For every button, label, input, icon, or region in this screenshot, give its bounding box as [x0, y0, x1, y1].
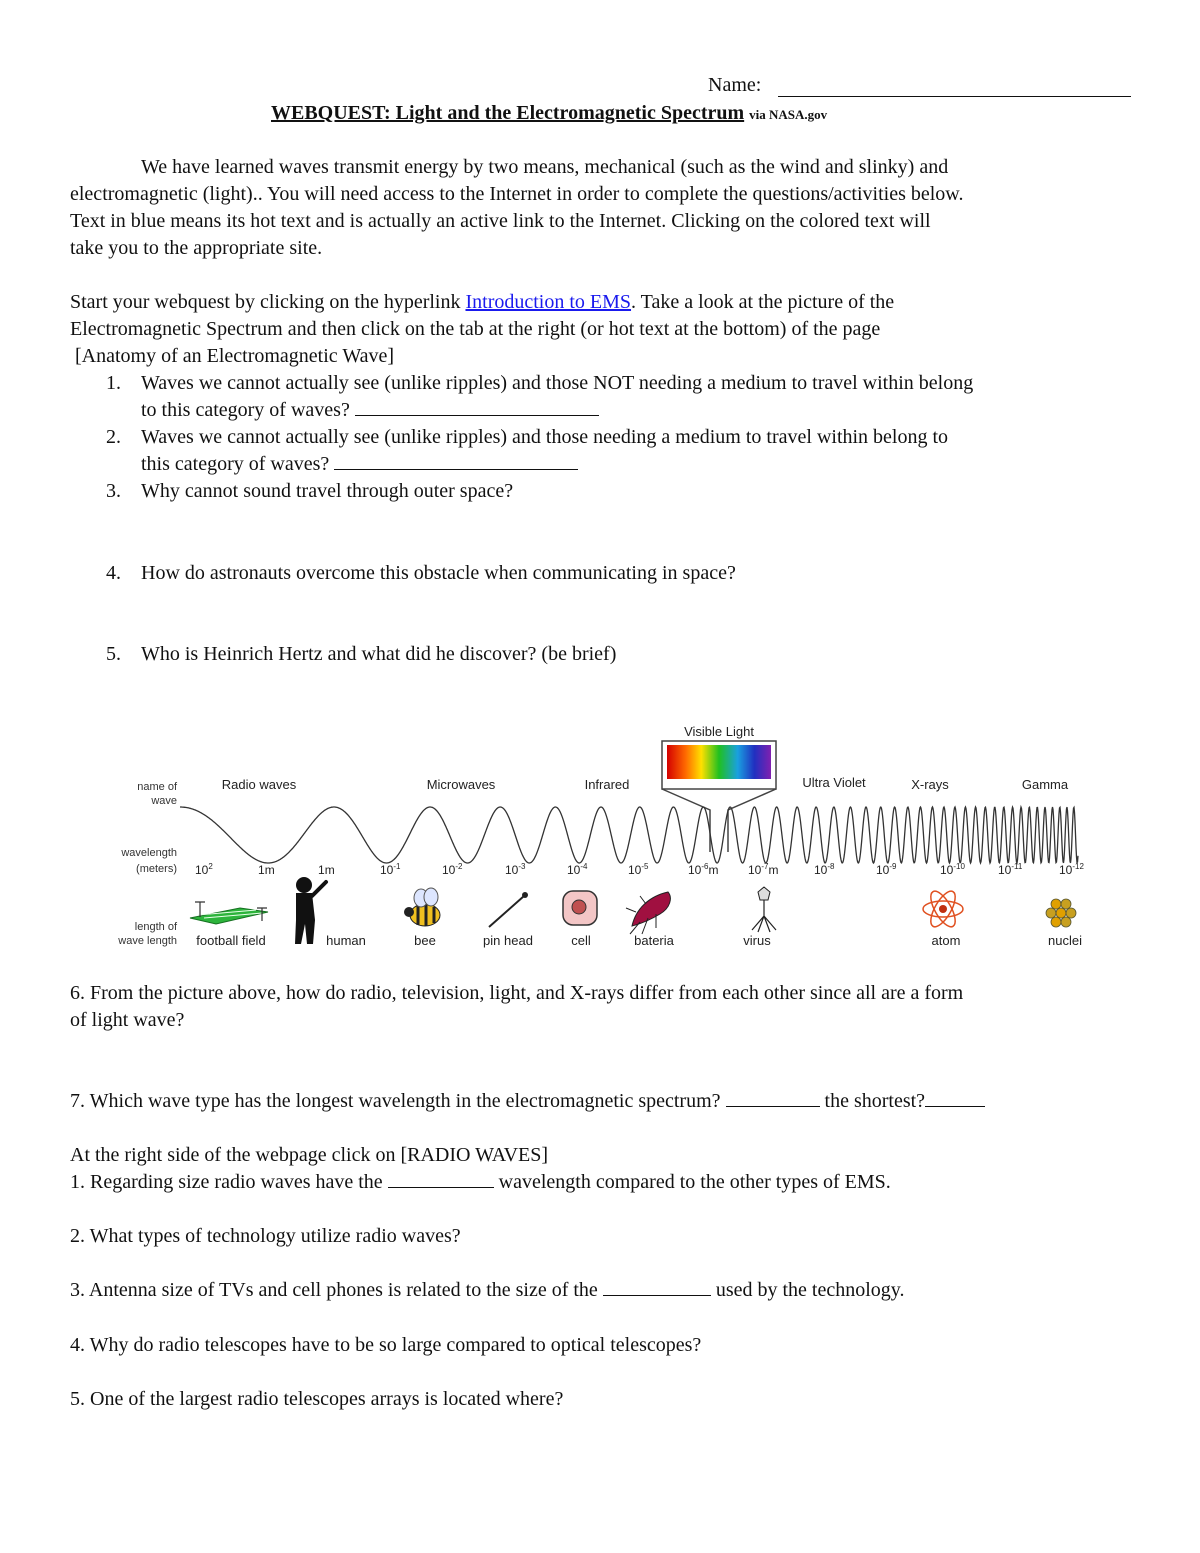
nucleus-icon [1046, 899, 1076, 927]
bee-icon [404, 888, 440, 926]
question-number: 3. [106, 480, 121, 502]
start-text-pre: Start your webquest by clicking on the hyperlink [70, 291, 466, 313]
question-number: 4. [106, 562, 121, 584]
question-number: 5. [106, 643, 121, 665]
anatomy-q2-text: this category of waves? [141, 453, 330, 475]
object-label: atom [931, 933, 961, 948]
radio-q1-text-2: wavelength compared to the other types of EMS. [493, 1171, 891, 1193]
answer-blank[interactable] [334, 451, 578, 470]
radio-q3-text: 3. Antenna size of TVs and cell phones is related to the size of the [70, 1279, 603, 1301]
anatomy-q4: How do astronauts overcome this obstacle when communicating in space? [141, 562, 736, 584]
answer-blank-longest[interactable] [726, 1088, 820, 1107]
electromagnetic-spectrum-figure [0, 712, 1200, 972]
anatomy-q1-text: to this category of waves? [141, 399, 350, 421]
wavelength-tick-label: $10^{-1}$ [380, 862, 401, 877]
intro-line-4: take you to the appropriate site. [70, 237, 323, 259]
radio-q1 [70, 1169, 891, 1196]
answer-blank-shortest[interactable] [925, 1088, 985, 1107]
wavelength-tick-label: $10^{-11}$ [998, 862, 1023, 877]
wavelength-tick-label: $10^{-7}m$ [748, 862, 779, 877]
visible-light-bands [667, 745, 771, 779]
wavelength-ticks [195, 862, 1084, 877]
name-label: Name: [708, 74, 762, 96]
name-blank-line [778, 96, 1131, 97]
wavelength-tick-label: $10^{-5}$ [628, 862, 649, 877]
wavelength-tick-label: 1m [318, 863, 335, 877]
radio-q3-text-2: used by the technology. [710, 1279, 905, 1301]
question-number: 1. [106, 372, 121, 394]
virus-icon [752, 887, 776, 932]
question-6-line-2: of light wave? [70, 1009, 185, 1031]
start-line-3: [Anatomy of an Electromagnetic Wave] [75, 345, 395, 367]
wave-name-xrays: X-rays [911, 777, 949, 792]
start-text-post: . Take a look at the picture of the [631, 291, 895, 313]
wavelength-tick-label: $10^{-2}$ [442, 862, 463, 877]
title-source: via NASA.gov [749, 107, 828, 122]
radio-q2: 2. What types of technology utilize radio waves? [70, 1225, 461, 1247]
wavelength-tick-label: 1m [258, 863, 275, 877]
introduction-to-ems-link[interactable]: Introduction to EMS [465, 291, 632, 313]
question-7-text: 7. Which wave type has the longest wavelength in the electromagnetic spectrum? [70, 1090, 726, 1112]
wavelength-tick-label: $10^{-6}m$ [688, 862, 719, 877]
radio-intro: At the right side of the webpage click on [RADIO WAVES] [70, 1144, 549, 1166]
radio-q4: 4. Why do radio telescopes have to be so large compared to optical telescopes? [70, 1334, 702, 1356]
page-title: WEBQUEST: Light and the Electromagnetic Spectrum [271, 102, 745, 124]
anatomy-q3: Why cannot sound travel through outer space? [141, 480, 514, 502]
wavelength-tick-label: $10^{-8}$ [814, 862, 835, 877]
wavelength-tick-label: $10^{-10}$ [940, 862, 965, 877]
object-label: bateria [634, 933, 674, 948]
intro-line-1: We have learned waves transmit energy by two means, mechanical (such as the wind and slinky) and [141, 156, 949, 178]
wavelength-tick-label: $10^{-3}$ [505, 862, 526, 877]
anatomy-q1-line-1: Waves we cannot actually see (unlike ripples) and those NOT needing a medium to travel within belong [141, 372, 974, 394]
football-field-icon [190, 902, 268, 924]
object-label: cell [571, 933, 591, 948]
row-label: wave [151, 795, 177, 807]
bacteria-icon [626, 892, 670, 934]
wavelength-tick-label: $10^2$ [195, 862, 213, 877]
wavelength-tick-label: $10^{-4}$ [567, 862, 588, 877]
object-label: virus [743, 933, 771, 948]
title-line [271, 100, 827, 128]
anatomy-q1-line-2 [141, 397, 599, 424]
anatomy-q2-line-1: Waves we cannot actually see (unlike ripples) and those needing a medium to travel within belong to [141, 426, 949, 448]
row-label: name of [137, 781, 177, 793]
radio-q1-text: 1. Regarding size radio waves have the [70, 1171, 388, 1193]
wave-name-radio: Radio waves [221, 777, 297, 792]
object-label: pin head [483, 933, 533, 948]
row-label: (meters) [136, 863, 177, 875]
radio-q3 [70, 1277, 904, 1304]
intro-line-3: Text in blue means its hot text and is actually an active link to the Internet. Clicking on the colored text will [70, 210, 931, 232]
question-7-text-2: the shortest? [819, 1090, 926, 1112]
question-7 [70, 1088, 985, 1115]
anatomy-q5: Who is Heinrich Hertz and what did he discover? (be brief) [141, 643, 617, 665]
wavelength-tick-label: $10^{-9}$ [876, 862, 897, 877]
spectrum-wave [180, 807, 1078, 863]
object-label: football field [196, 933, 266, 948]
wave-name-gamma: Gamma [1021, 777, 1069, 792]
row-label: wave length [118, 935, 177, 947]
question-number: 2. [106, 426, 121, 448]
start-line-2: Electromagnetic Spectrum and then click on the tab at the right (or hot text at the bottom) of the page [70, 318, 881, 340]
wave-name-microwaves: Microwaves [426, 777, 496, 792]
radio-q5: 5. One of the largest radio telescopes arrays is located where? [70, 1388, 564, 1410]
object-label: human [326, 933, 366, 948]
human-icon [295, 877, 326, 944]
pin-head-icon [489, 892, 528, 927]
cell-icon [563, 891, 597, 925]
visible-light-label: Visible Light [684, 724, 754, 739]
object-label: nuclei [1048, 933, 1082, 948]
answer-blank[interactable] [355, 397, 599, 416]
answer-blank[interactable] [603, 1277, 711, 1296]
intro-line-2: electromagnetic (light).. You will need access to the Internet in order to complete the questions/activities below. [70, 183, 964, 205]
wave-name-ultraviolet: Ultra Violet [802, 775, 866, 790]
object-label: bee [414, 933, 436, 948]
start-line-1 [70, 289, 894, 316]
answer-blank[interactable] [388, 1169, 494, 1188]
anatomy-q2-line-2 [141, 451, 578, 478]
row-label: wavelength [121, 847, 177, 859]
wavelength-tick-label: $10^{-12}$ [1059, 862, 1084, 877]
row-label: length of [134, 921, 177, 933]
atom-icon [923, 888, 963, 931]
question-6-line-1: 6. From the picture above, how do radio, television, light, and X-rays differ from each other since all are a form [70, 982, 964, 1004]
wave-name-infrared: Infrared [584, 777, 630, 792]
